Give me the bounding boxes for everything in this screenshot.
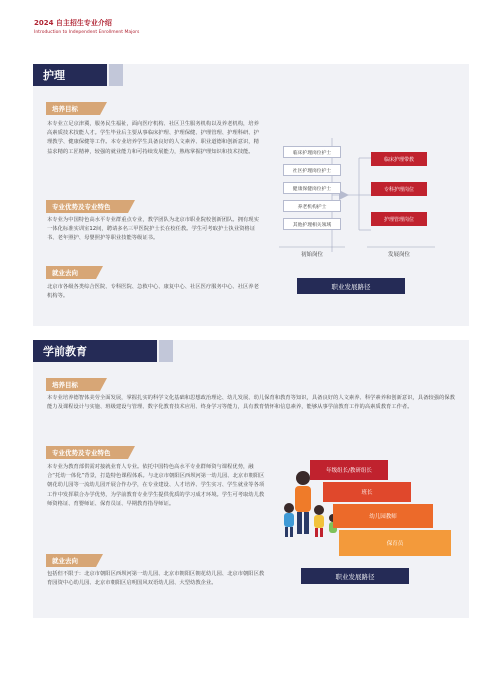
preschool-employment-label: 就业去向	[46, 554, 96, 567]
initial-post-5: 其他护理相关领域	[283, 218, 341, 230]
initial-post-3: 健康保健岗位护士	[283, 182, 341, 194]
developed-post-3: 护理管理岗位	[371, 212, 427, 226]
teacher-children-figures	[284, 471, 337, 537]
nursing-goal-text: 本专业立足京津冀，服务民生福祉，面向医疗机构、社区卫生服务机构以及养老机构，培养高素质技术技能人才。学生毕业后主要从事临床护理、护理保健、护理管理、护理科研、护理教学、健康保健等工作。本专业培养学生具备良好的人文素养、职业道德和创新意识，精益求精的工匠精神，较强的就业能力和可持续发展能力，熟练掌握护理知识和技术技能。	[47, 121, 259, 155]
nursing-goal-label: 培养目标	[46, 102, 100, 115]
preschool-career-path-badge: 职业发展路径	[301, 568, 409, 584]
career-step-2: 幼儿园教师	[333, 504, 433, 528]
initial-post-4: 养老机构护士	[283, 200, 341, 212]
preschool-goal-label: 培养目标	[46, 378, 100, 391]
preschool-goal-text: 本专业培养德智体美劳全面发展，掌握扎实的科学文化基础和思想政治理论、幼儿发展、幼儿保育和教育等知识，具备良好的人文素养、科学素养和创新意识，具备较强的保教能力及课程设计与实施、班级建设与管理、数字化教育技术应用、终身学习等能力，具有教育情怀和信息素养，能够从事学前教育工作的高素质教育工作者。	[47, 395, 455, 411]
page-header	[34, 18, 139, 35]
preschool-title: 学前教育	[33, 340, 157, 362]
career-step-4: 年级组长/教研组长	[310, 460, 388, 480]
initial-post-1: 临床护理岗位护士	[283, 146, 341, 158]
developed-post-1: 临床护理带教	[371, 152, 427, 166]
header-subtitle: Introduction to Independent Enrollment Majors	[34, 30, 140, 35]
career-step-1: 保育员	[339, 530, 451, 556]
initial-post-2: 社区护理岗位护士	[283, 164, 341, 176]
nursing-career-path-badge: 职业发展路径	[297, 278, 405, 294]
nursing-card	[33, 64, 469, 326]
nursing-advantage-text: 本专业为中国特色高水平专业群重点专业，教学团队为北京市职业院校创新团队。拥有现实一体化标准实训室12间，聘请多名三甲医院护士长在校任教。学生可考取护士执业资格证书、老年照护、母婴照护等职业技能等级证书。	[47, 217, 259, 242]
nursing-banner	[33, 64, 123, 86]
preschool-advantage-label: 专业优势及专业特色	[46, 446, 128, 459]
nursing-advantage-label: 专业优势及专业特色	[46, 200, 128, 213]
preschool-employment-text: 包括但不限于：北京市朝阳区西坝河第一幼儿园、北京市朝阳区朝花幼儿园、北京市朝阳区教育园资中心幼儿园、北京市朝阳区启明国风双语幼儿园、大型幼教企业。	[47, 571, 265, 587]
banner-accent	[159, 340, 173, 362]
developed-caption: 发展岗位	[387, 252, 410, 258]
developed-post-2: 专科护理岗位	[371, 182, 427, 196]
nursing-title: 护理	[33, 64, 107, 86]
preschool-card	[33, 340, 469, 618]
preschool-banner	[33, 340, 173, 362]
initial-caption: 初始岗位	[300, 252, 323, 258]
preschool-advantage-text: 本专业为教育部供需对接就业育人专业。依托中国特色高水平专业群师资与课程优势，融合“托幼一体化”背景，打造特色课程体系。与北京市朝阳区西坝河第一幼儿园、北京市朝阳区朝花幼儿园等一流幼儿园开展合作办学，在专业建设、人才培养、学生实习、学生就业等各项工作中发挥联合办学优势，为学前教育专业学生提供优质的学习成才环境。学生可考取幼儿教师资格证、育婴师证、保育员证、早期教育指导师证。	[47, 464, 265, 507]
nursing-employment-label: 就业去向	[46, 266, 96, 279]
banner-accent	[109, 64, 123, 86]
header-title: 2024 自主招生专业介绍	[34, 19, 112, 27]
career-step-3: 班长	[323, 482, 411, 502]
nursing-employment-text: 北京市各级各类综合医院、专科医院、急救中心、康复中心、社区医疗服务中心、社区养老机构等。	[47, 284, 259, 300]
caption-underline	[279, 245, 439, 249]
